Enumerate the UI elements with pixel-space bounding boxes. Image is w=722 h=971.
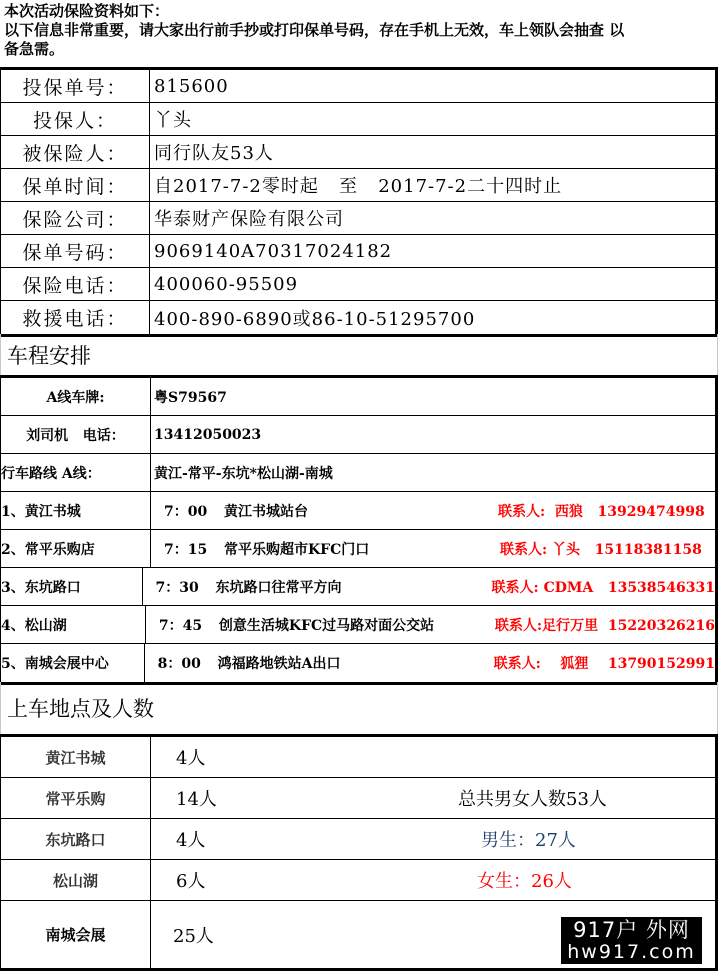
pickup-location: 东坑路口 [1, 819, 151, 859]
intro-title: 本次活动保险资料如下： [4, 2, 170, 20]
insurance-row-policyholder [1, 103, 715, 136]
pickup-count: 14人 [176, 789, 217, 810]
stop-row [1, 568, 715, 606]
insurance-value: 同行队友53人 [154, 143, 274, 164]
stop-name: 3、东坑路口 [1, 568, 143, 605]
stop-place: 鸿福路地铁站A出口 [217, 656, 341, 672]
insurance-row-policy-code [1, 235, 715, 268]
insurance-label: 保险电话： [1, 268, 150, 300]
route-value: 粤S79567 [154, 389, 227, 406]
stop-row [1, 530, 715, 568]
stop-time: 7：30 [155, 579, 199, 596]
insurance-row-rescue [1, 301, 715, 334]
stop-time: 7：00 [164, 503, 208, 520]
stop-time: 7：15 [164, 541, 208, 558]
insurance-value: 丫头 [154, 110, 192, 131]
stop-contact: 联系人: 丫头 15118381158 [500, 541, 702, 558]
insurance-value: 9069140A70317024182 [154, 240, 393, 262]
route-row-driver [1, 416, 715, 454]
insurance-value: 400-890-6890或86-10-51295700 [154, 308, 476, 330]
insurance-value: 815600 [154, 75, 229, 97]
headcount-row [1, 860, 715, 901]
route-label: A线车牌: [1, 378, 151, 415]
stop-contact: 联系人: CDMA 13538546331 [491, 579, 715, 596]
headcount-row [1, 778, 715, 819]
stop-details [145, 644, 715, 682]
pickup-count: 25人 [173, 925, 214, 947]
female-count: 女生：26人 [477, 871, 572, 892]
insurance-value: 华泰财产保险有限公司 [154, 209, 344, 230]
pickup-location: 松山湖 [1, 860, 151, 900]
insurance-label: 被保险人： [1, 136, 150, 168]
insurance-label: 保险公司： [1, 202, 150, 234]
insurance-row-period [1, 169, 715, 202]
stop-contact: 联系人: 西狼 13929474998 [498, 503, 705, 520]
insurance-label: 救援电话： [1, 301, 150, 334]
pickup-count: 6人 [176, 871, 206, 892]
headcount-note [311, 737, 715, 777]
stop-time: 8：00 [157, 656, 201, 672]
intro-notice [4, 2, 718, 59]
stop-row [1, 492, 715, 530]
intro-text-cont: 备急需。 [4, 40, 65, 58]
stop-place: 常平乐购超市KFC门口 [224, 541, 370, 558]
pickup-location: 常平乐购 [1, 778, 151, 818]
stop-place: 创意生活城KFC过马路对面公交站 [218, 617, 435, 634]
pickup-location: 黄江书城 [1, 737, 151, 777]
pickup-count: 4人 [176, 830, 206, 851]
route-value: 黄江-常平-东坑*松山湖-南城 [154, 465, 333, 482]
route-table [0, 375, 718, 685]
insurance-row-company [1, 202, 715, 235]
stop-name: 1、黄江书城 [1, 492, 151, 529]
route-label: 刘司机 电话： [1, 416, 151, 453]
section-title-route: 车程安排 [0, 334, 718, 375]
male-count: 男生：27人 [481, 830, 576, 851]
stop-contact: 联系人:足行万里 15220326216 [494, 617, 715, 634]
stop-details [143, 568, 715, 605]
stop-time: 7：45 [158, 617, 203, 634]
insurance-row-policy-no [1, 70, 715, 103]
route-label: 行车路线 A线： [1, 454, 151, 491]
stop-row [1, 606, 715, 644]
route-row-plate [1, 378, 715, 416]
insurance-label: 保单时间： [1, 169, 150, 201]
watermark-logo [561, 917, 702, 964]
insurance-row-phone [1, 268, 715, 301]
stop-contact: 联系人: 狐狸 13790152991 [493, 656, 715, 672]
stop-details [151, 530, 715, 567]
stop-details [146, 606, 715, 643]
insurance-label: 投保人： [1, 103, 150, 135]
stop-place: 东坑路口往常平方向 [215, 579, 342, 596]
stop-details [151, 492, 715, 529]
pickup-count: 4人 [176, 748, 206, 769]
stop-name: 5、南城会展中心 [1, 644, 145, 682]
stop-name: 2、常平乐购店 [1, 530, 151, 567]
stop-row [1, 644, 715, 682]
stop-place: 黄江书城站台 [224, 503, 308, 520]
total-count: 总共男女人数53人 [458, 789, 607, 810]
stop-name: 4、松山湖 [1, 606, 146, 643]
watermark-title: 917户 外网 [573, 917, 690, 942]
intro-text: 以下信息非常重要，请大家出行前手抄或打印保单号码，存在手机上无效，车上领队会抽查 以 [4, 21, 625, 39]
section-title-headcount: 上车地点及人数 [0, 682, 718, 734]
headcount-row [1, 737, 715, 778]
insurance-value: 400060-95509 [154, 273, 299, 295]
insurance-table [0, 67, 718, 337]
headcount-row [1, 819, 715, 860]
route-value: 13412050023 [154, 426, 262, 443]
insurance-label: 投保单号： [1, 70, 150, 102]
watermark-url: hw917.com [567, 940, 696, 963]
pickup-location: 南城会展 [1, 901, 151, 968]
route-row-path [1, 454, 715, 492]
insurance-value: 自2017-7-2零时起 至 2017-7-2二十四时止 [154, 176, 563, 197]
insurance-row-insured [1, 136, 715, 169]
insurance-label: 保单号码： [1, 235, 150, 267]
